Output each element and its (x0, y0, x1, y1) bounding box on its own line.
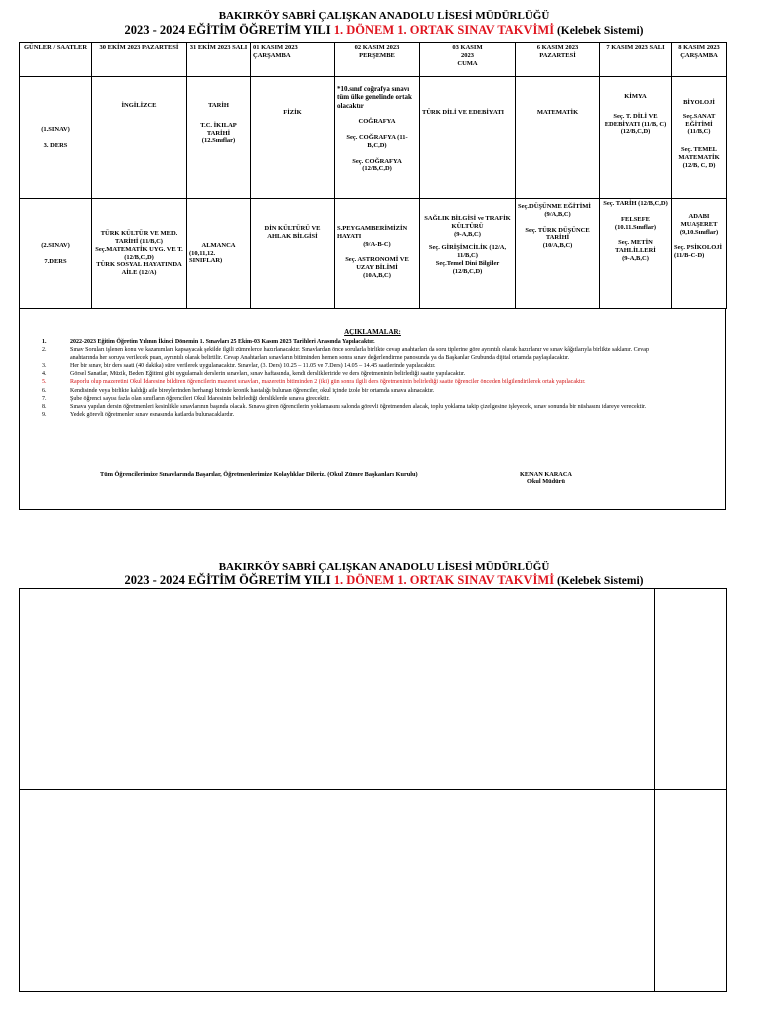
row-2-day-7-classes-2: (9-A,B,C) (622, 254, 649, 262)
row-2-day-8 (672, 199, 727, 309)
note-item: 4. Görsel Sanatlar, Müzik, Beden Eğitimi gibi uygulamalı derslerin sınavları, sınav haftasında, kendi derslikleriride ve ders öğretmeninin belirlediği saatte yapılacaktır. (42, 371, 466, 378)
note-item: 9. Yedek görevli öğretmenler sınav esnasında katlarda bulunacaklardır. (42, 411, 235, 418)
exam-name: 1. DÖNEM 1. ORTAK SINAV TAKVİMİ (333, 23, 555, 37)
row-1-day-8-subject: BİYOLOJİ (683, 99, 715, 106)
row-1-day-7-elective: Seç. T. DİLİ VE EDEBİYATI (11/B, C)(12/B,C,D) (604, 112, 667, 136)
school-title: BAKIRKÖY SABRİ ÇALIŞKAN ANADOLU LİSESİ MÜDÜRLÜĞÜ (218, 10, 550, 22)
row-1-day-7-subject: KİMYA (624, 93, 647, 100)
year-label: 2023 - 2024 EĞİTİM ÖĞRETİM YILI (124, 23, 334, 37)
row-1-day-1: İNGİLİZCE (92, 77, 187, 199)
row-2-day-6-elective-1: Seç.DÜŞÜNME EĞİTİMİ (518, 203, 591, 210)
row-2-day-4-elective-classes: (10A,B,C) (363, 271, 391, 279)
exam-title-page-2 (0, 573, 768, 588)
signer-name: KENAN KARACA (520, 471, 572, 478)
header-row (20, 43, 727, 77)
row-1-day-4-subject: COĞRAFYA (358, 118, 396, 126)
row-2-period: 7.DERS (44, 257, 67, 265)
row-2-label (20, 199, 92, 309)
note-item: 5. Raporlu olup mazeretini Okul İdaresine bildiren öğrencilerin mazeret sınavları, mazeretin bitiminden 2 (iki) gün sonra ilgili ders öğretmeninin belirlediği saatte öğrenciler önceden bilgilendirilerek ortak yapılacaktır. (42, 379, 586, 386)
row-1-day-6: MATEMATİK (516, 77, 600, 199)
row-2-day-5-elective-2: Seç.Temel Dini Bilgiler (12/B,C,D) (435, 259, 500, 275)
row-1-day-4 (335, 77, 420, 199)
exam-title (0, 23, 768, 38)
row-2-day-4 (335, 199, 420, 309)
row-2-day-7-elective-1: Seç. TARİH (12/B,C,D) (603, 200, 668, 207)
row-1-day-7 (600, 77, 672, 199)
header-day-6: 6 KASIM 2023 PAZARTESİ (516, 43, 600, 77)
row-2-day-1 (92, 199, 187, 309)
header-day-1: 30 EKİM 2023 PAZARTESİ (92, 43, 187, 77)
row-2-day-5-subject: SAĞLIK BİLGİSİ ve TRAFİK KÜLTÜRÜ (424, 215, 511, 230)
row-2-day-7-elective-2: Seç. METİN TAHLİLLERİ (615, 239, 656, 255)
header-day-5-date: 03 KASIM (452, 44, 483, 51)
signer-title: Okul Müdürü (526, 478, 565, 485)
row-2-day-4-elective: Seç. ASTRONOMİ VE UZAY BİLİMİ (345, 256, 409, 272)
row-2-day-6 (516, 199, 600, 309)
year-label-page-2: 2023 - 2024 EĞİTİM ÖĞRETİM YILI (124, 573, 334, 587)
note-item: 2. Sınav Soruları işlenen konu ve kazanımları kapsayacak şekilde ilgili zümrelerce hazırlanacaktır. Sınavlardan önce sorularla birlikte cevap anahtarları da soru tiplerine göre ayrıntılı olarak hazırlanır ve sınav kâğıtlarıyla birlikte saklanır. Cevap anahtarında her soruya verilecek puan, ayrıntılı olarak belirtilir. Cevap Anahtarları sınavların bitiminden hemen sonra sınav değerlendirme panosunda ya da Başkanlar Grubunda dijital ortamda paylaşılacaktır. (42, 347, 649, 362)
note-item: 6. Kendisinde veya birlikte kaldığı aile bireylerinden herhangi birinde kronik hastalığı bulunan öğrenciler, okul içinde izole bir ortamda sınava alınacaktır. (42, 387, 435, 394)
notes-footer (100, 471, 670, 485)
row-1-day-2-classes: (12.Sınıflar) (201, 137, 236, 145)
row-2-day-8-classes: (9,10.Sınıflar) (679, 228, 719, 236)
header-day-8: 8 KASIM 2023 ÇARŞAMBA (672, 43, 727, 77)
row-2-day-8-subject: ADABI MUAŞERET (680, 213, 718, 228)
row-1-day-4-note: *10.sınıf coğrafya sınavı tüm ülke genelinde ortak olacaktır (337, 85, 412, 110)
header-days: GÜNLER / SAATLER (20, 43, 92, 77)
row-2-exam: (2.SINAV) (41, 241, 70, 249)
row-1-day-2-subject: TARİH (208, 102, 229, 109)
note-item: 1. 2022-2023 Eğitim Öğretim Yılının İkinci Dönemin 1. Sınavları 25 Ekim-03 Kasım 2023 Tarihleri Arasında Yapılacaktır. (42, 339, 375, 345)
row-2-day-7-classes: (10.11.Sınıflar) (614, 223, 657, 231)
row-2-day-2 (187, 199, 251, 309)
header-day-5-weekday: CUMA (457, 59, 478, 67)
row-1-day-8 (672, 77, 727, 199)
notes-list (20, 338, 725, 419)
row-2-day-5 (420, 199, 516, 309)
exam-row-2 (20, 199, 727, 309)
header-day-5 (420, 43, 516, 77)
row-2-day-7-subject: FELSEFE (621, 215, 650, 223)
row-1-day-5: TÜRK DİLİ VE EDEBİYATI (420, 77, 516, 199)
row-2-day-6-elective-2: Seç. TÜRK DÜŞÜNCE TARİHİ (525, 226, 590, 242)
row-2-day-1-elective: Seç.MATEMATİK UYG. VE T. (12/B,C,D) (95, 245, 183, 261)
header-day-5-year: 2023 (461, 51, 474, 59)
row-2-day-2-subject: ALMANCA (201, 241, 236, 249)
row-2-day-8-elective: Seç. PSİKOLOJİ (674, 244, 723, 252)
row-2-day-1-subject-b: TÜRK SOSYAL HAYATINDA AİLE (12/A) (96, 261, 182, 277)
row-1-day-8-elective-2: Seç. TEMEL MATEMATİK (12/B, C, D) (678, 146, 720, 169)
system-label: (Kelebek Sistemi) (554, 25, 644, 37)
row-2-day-5-elective-1: Seç. GİRİŞİMCİLİK (12/A, 11/B,C) (428, 244, 507, 260)
note-item: 7. Şube öğrenci sayısı fazla olan sınıfların öğrencileri Okul İdaresinin belirlediği dersliklerde sınava girecektir. (42, 395, 330, 402)
row-1-day-4-elective-2: Seç. COĞRAFYA (12/B,C,D) (352, 157, 402, 173)
header-day-2: 31 EKİM 2023 SALI (187, 43, 251, 77)
exam-schedule-table (19, 42, 727, 309)
row-2-day-6-classes-2: (10/A,B,C) (542, 242, 573, 250)
system-label-page-2: (Kelebek Sistemi) (554, 575, 644, 587)
row-1-label (20, 77, 92, 199)
exam-row-1 (20, 77, 727, 199)
row-1-exam: (1.SINAV) (41, 125, 70, 133)
header-day-7: 7 KASIM 2023 SALI (600, 43, 672, 77)
row-2-day-4-subject: S.PEYGAMBERİMİZİN HAYATI (337, 225, 408, 240)
row-2-day-1-subject: TÜRK KÜLTÜR VE MED. TARİHİ (11/B,C) (100, 230, 178, 245)
note-item: 3. Her bir sınav, bir ders saati (40 dakika) süre verilerek uygulanacaktır. Sınavlar, (3. Ders) 10.25 – 11.05 ve 7.Ders) 14.05 – 14.45 saatlerinde yapılacaktır. (42, 363, 436, 370)
row-1-day-2-subject-b: T.C. İKILAP TARİHİ (200, 121, 237, 137)
row-2-day-4-classes: (9/A-B-C) (363, 240, 391, 248)
row-2-day-3: DİN KÜLTÜRÜ VE AHLAK BİLGİSİ (251, 199, 335, 309)
page-2-row-divider (19, 789, 727, 790)
exam-name-page-2: 1. DÖNEM 1. ORTAK SINAV TAKVİMİ (333, 573, 555, 587)
row-1-day-4-elective-1: Seç. COĞRAFYA (11-B,C,D) (346, 133, 408, 149)
school-title-page-2: BAKIRKÖY SABRİ ÇALIŞKAN ANADOLU LİSESİ MÜDÜRLÜĞÜ (218, 561, 550, 573)
row-2-day-6-classes-1: (9/A,B,C) (544, 210, 571, 218)
note-item: 8. Sınava yapılan dersin öğretmenleri kesinlikle sınavlarının başında olacak. Sınava giren öğrencilerin yoklamasını salonda görevli öğretmenden alacak, toplu yoklama takip çizelgesine işleyecek, sınav sonunda bir nüshasını idareye verecektir. (42, 403, 647, 410)
closing-message: Tüm Öğrencilerimize Sınavlarında Başarılar, Öğretmenlerimize Kolaylıklar Dileriz. (Okul Zümre Başkanları Kurulu) (100, 471, 418, 478)
notes-heading: AÇIKLAMALAR: (344, 328, 401, 336)
row-2-day-8-elective-classes: (11/B-C-D) (674, 252, 705, 260)
row-1-day-3: FİZİK (251, 77, 335, 199)
row-1-period: 3. DERS (43, 141, 68, 149)
row-2-day-5-classes: (9-A,B,C) (454, 230, 481, 238)
header-day-4: 02 KASIM 2023 PERŞEMBE (335, 43, 420, 77)
page-2-frame (19, 588, 727, 992)
row-1-day-2 (187, 77, 251, 199)
row-2-day-2-classes: (10,11,12. SINIFLAR) (189, 249, 223, 265)
signature-block (520, 471, 572, 485)
row-2-day-7 (600, 199, 672, 309)
row-1-day-8-elective-1: Seç.SANAT EĞİTİMİ (11/B,C) (682, 112, 716, 136)
page-2-column-divider (654, 588, 655, 992)
notes-section (19, 308, 726, 510)
header-day-3: 01 KASIM 2023 ÇARŞAMBA (251, 43, 335, 77)
